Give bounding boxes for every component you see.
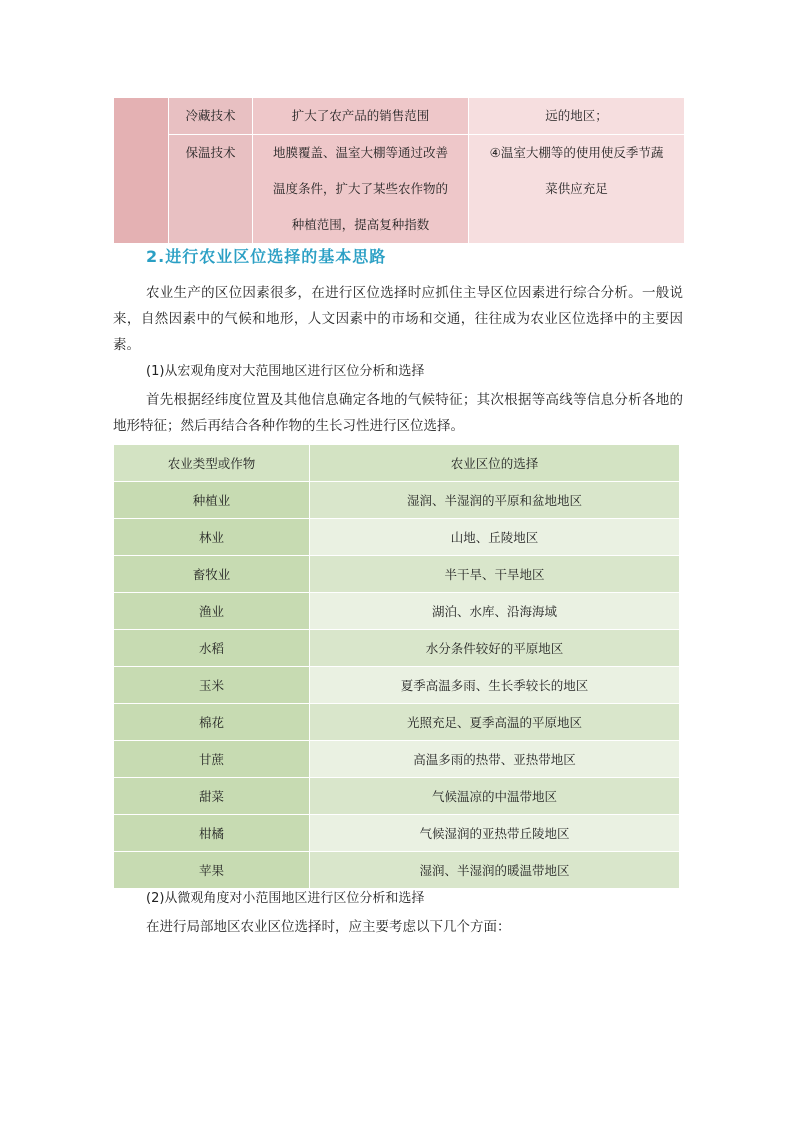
- crop-cell: 渔业: [114, 593, 310, 630]
- location-cell: 山地、丘陵地区: [310, 519, 680, 556]
- location-cell: 气候温凉的中温带地区: [310, 778, 680, 815]
- effect-cell: 扩大了农产品的销售范围: [253, 98, 469, 135]
- table-row: [114, 482, 680, 519]
- table-row: [114, 135, 685, 244]
- crop-cell: 林业: [114, 519, 310, 556]
- category-cell: [114, 98, 169, 244]
- paragraph-micro: 在进行局部地区农业区位选择时，应主要考虑以下几个方面：: [146, 919, 511, 935]
- table-row: [114, 519, 680, 556]
- tech-cell: 保温技术: [169, 135, 253, 244]
- crop-cell: 苹果: [114, 852, 310, 889]
- crop-cell: 棉花: [114, 704, 310, 741]
- location-cell: 高温多雨的热带、亚热带地区: [310, 741, 680, 778]
- table-row: [114, 667, 680, 704]
- location-cell: 半干旱、干旱地区: [310, 556, 680, 593]
- crop-cell: 甜菜: [114, 778, 310, 815]
- table-row: [114, 778, 680, 815]
- location-cell: 水分条件较好的平原地区: [310, 630, 680, 667]
- paragraph-macro: 首先根据经纬度位置及其他信息确定各地的气候特征；其次根据等高线等信息分析各地的地形特征；然后再结合各种作物的生长习性进行区位选择。: [113, 392, 683, 434]
- table-row: [114, 704, 680, 741]
- crop-cell: 柑橘: [114, 815, 310, 852]
- paragraph-intro: 农业生产的区位因素很多，在进行区位选择时应抓住主导区位因素进行综合分析。一般说来，自然因素中的气候和地形，人文因素中的市场和交通，往往成为农业区位选择中的主要因素。: [113, 285, 683, 353]
- subheading-micro: (2)从微观角度对小范围地区进行区位分析和选择: [146, 891, 425, 906]
- table-row: [114, 593, 680, 630]
- crop-cell: 畜牧业: [114, 556, 310, 593]
- table-row: [114, 556, 680, 593]
- table-header-row: [114, 445, 680, 482]
- tech-cell: 冷藏技术: [169, 98, 253, 135]
- location-cell: 夏季高温多雨、生长季较长的地区: [310, 667, 680, 704]
- location-cell: 湿润、半湿润的暖温带地区: [310, 852, 680, 889]
- crop-cell: 玉米: [114, 667, 310, 704]
- location-cell: 湿润、半湿润的平原和盆地地区: [310, 482, 680, 519]
- subheading-macro: (1)从宏观角度对大范围地区进行区位分析和选择: [146, 364, 425, 379]
- table-row: [114, 815, 680, 852]
- location-cell: 湖泊、水库、沿海海域: [310, 593, 680, 630]
- header-cell: 农业类型或作物: [114, 445, 310, 482]
- note-cell: 远的地区；: [469, 98, 685, 135]
- location-cell: 气候湿润的亚热带丘陵地区: [310, 815, 680, 852]
- header-cell: 农业区位的选择: [310, 445, 680, 482]
- location-cell: 光照充足、夏季高温的平原地区: [310, 704, 680, 741]
- crop-location-table: [113, 444, 680, 889]
- table-row: [114, 630, 680, 667]
- crop-cell: 甘蔗: [114, 741, 310, 778]
- crop-cell: 种植业: [114, 482, 310, 519]
- table-row: [114, 852, 680, 889]
- effect-cell: 地膜覆盖、温室大棚等通过改善 温度条件，扩大了某些农作物的 种植范围，提高复种指数: [253, 135, 469, 244]
- table-row: [114, 98, 685, 135]
- crop-cell: 水稻: [114, 630, 310, 667]
- note-cell: ④温室大棚等的使用使反季节蔬 菜供应充足: [469, 135, 685, 244]
- technology-table: [113, 97, 685, 244]
- table-row: [114, 741, 680, 778]
- section-heading: 2.进行农业区位选择的基本思路: [146, 247, 387, 266]
